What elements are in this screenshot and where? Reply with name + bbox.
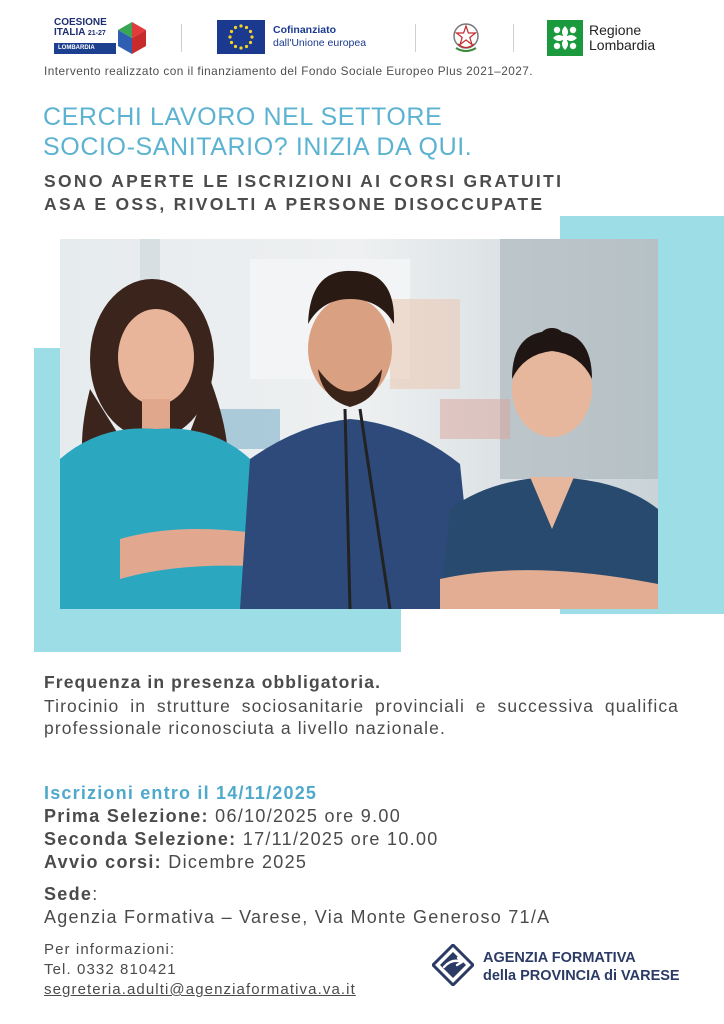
- agency-line2: della PROVINCIA di VARESE: [483, 968, 680, 984]
- coesione-mark-icon: [116, 20, 148, 56]
- headline-line1: CERCHI LAVORO NEL SETTORE: [43, 103, 443, 131]
- first-selection: [44, 806, 401, 827]
- eu-flag-icon: [217, 20, 265, 54]
- contact-email-link[interactable]: segreteria.adulti@agenziaformativa.va.it: [44, 981, 356, 998]
- contact-title: Per informazioni:: [44, 941, 176, 958]
- course-start-label: Avvio corsi:: [44, 852, 162, 872]
- rosa-camuna-icon: [547, 20, 583, 56]
- coesione-years: 21-27: [87, 30, 106, 37]
- coesione-line2: ITALIA: [54, 27, 86, 38]
- eu-cofinanced-logo: [217, 20, 387, 54]
- logo-divider: [181, 24, 182, 52]
- agency-line1: AGENZIA FORMATIVA: [483, 950, 636, 966]
- photo-illustration: [60, 239, 658, 609]
- page-title: [43, 102, 683, 162]
- logo-divider: [513, 24, 514, 52]
- coesione-line1: COESIONE: [54, 17, 107, 28]
- frequency-title: Frequenza in presenza obbligatoria.: [44, 672, 382, 692]
- lombardia-line2: Lombardia: [589, 37, 656, 53]
- frequency-body: Tirocinio in strutture sociosanitarie provinciali e successiva qualifica professionale riconosciuta a livello nazionale.: [44, 696, 679, 738]
- subhead-line2: ASA E OSS, RIVOLTI A PERSONE DISOCCUPATE: [44, 194, 545, 214]
- agency-name: [483, 949, 680, 985]
- venue-colon: :: [92, 884, 99, 904]
- contact-email: [44, 981, 356, 998]
- second-selection-value: 17/11/2025 ore 10.00: [236, 829, 439, 849]
- subhead-line1: SONO APERTE LE ISCRIZIONI AI CORSI GRATUITI: [44, 171, 564, 191]
- venue-title: [44, 884, 99, 905]
- course-start-value: Dicembre 2025: [161, 852, 308, 872]
- first-selection-label: Prima Selezione:: [44, 806, 209, 826]
- second-selection-label: Seconda Selezione:: [44, 829, 237, 849]
- venue-address: Agenzia Formativa – Varese, Via Monte Generoso 71/A: [44, 907, 551, 927]
- healthcare-workers-photo: [60, 239, 658, 609]
- logo-divider: [415, 24, 416, 52]
- enrollment-deadline: Iscrizioni entro il 14/11/2025: [44, 783, 318, 803]
- course-start: [44, 852, 307, 873]
- first-selection-value: 06/10/2025 ore 9.00: [208, 806, 401, 826]
- italian-republic-emblem-icon: [451, 20, 481, 54]
- eu-line1: Cofinanziato: [273, 24, 336, 36]
- page-subtitle: [44, 170, 684, 216]
- headline-line2: SOCIO-SANITARIO? INIZIA DA QUI.: [43, 133, 473, 161]
- venue-label: Sede: [44, 884, 93, 904]
- coesione-region: LOMBARDIA: [54, 43, 116, 54]
- funding-note: Intervento realizzato con il finanziamento del Fondo Sociale Europeo Plus 2021–2027.: [44, 64, 533, 78]
- agency-formativa-logo-icon: [432, 944, 474, 986]
- eu-line2: dall'Unione europea: [273, 37, 367, 49]
- regione-lombardia-logo: [547, 20, 677, 56]
- lombardia-line1: Regione: [589, 22, 642, 38]
- contact-phone[interactable]: Tel. 0332 810421: [44, 961, 177, 978]
- coesione-italia-logo: [54, 18, 148, 56]
- second-selection: [44, 829, 439, 850]
